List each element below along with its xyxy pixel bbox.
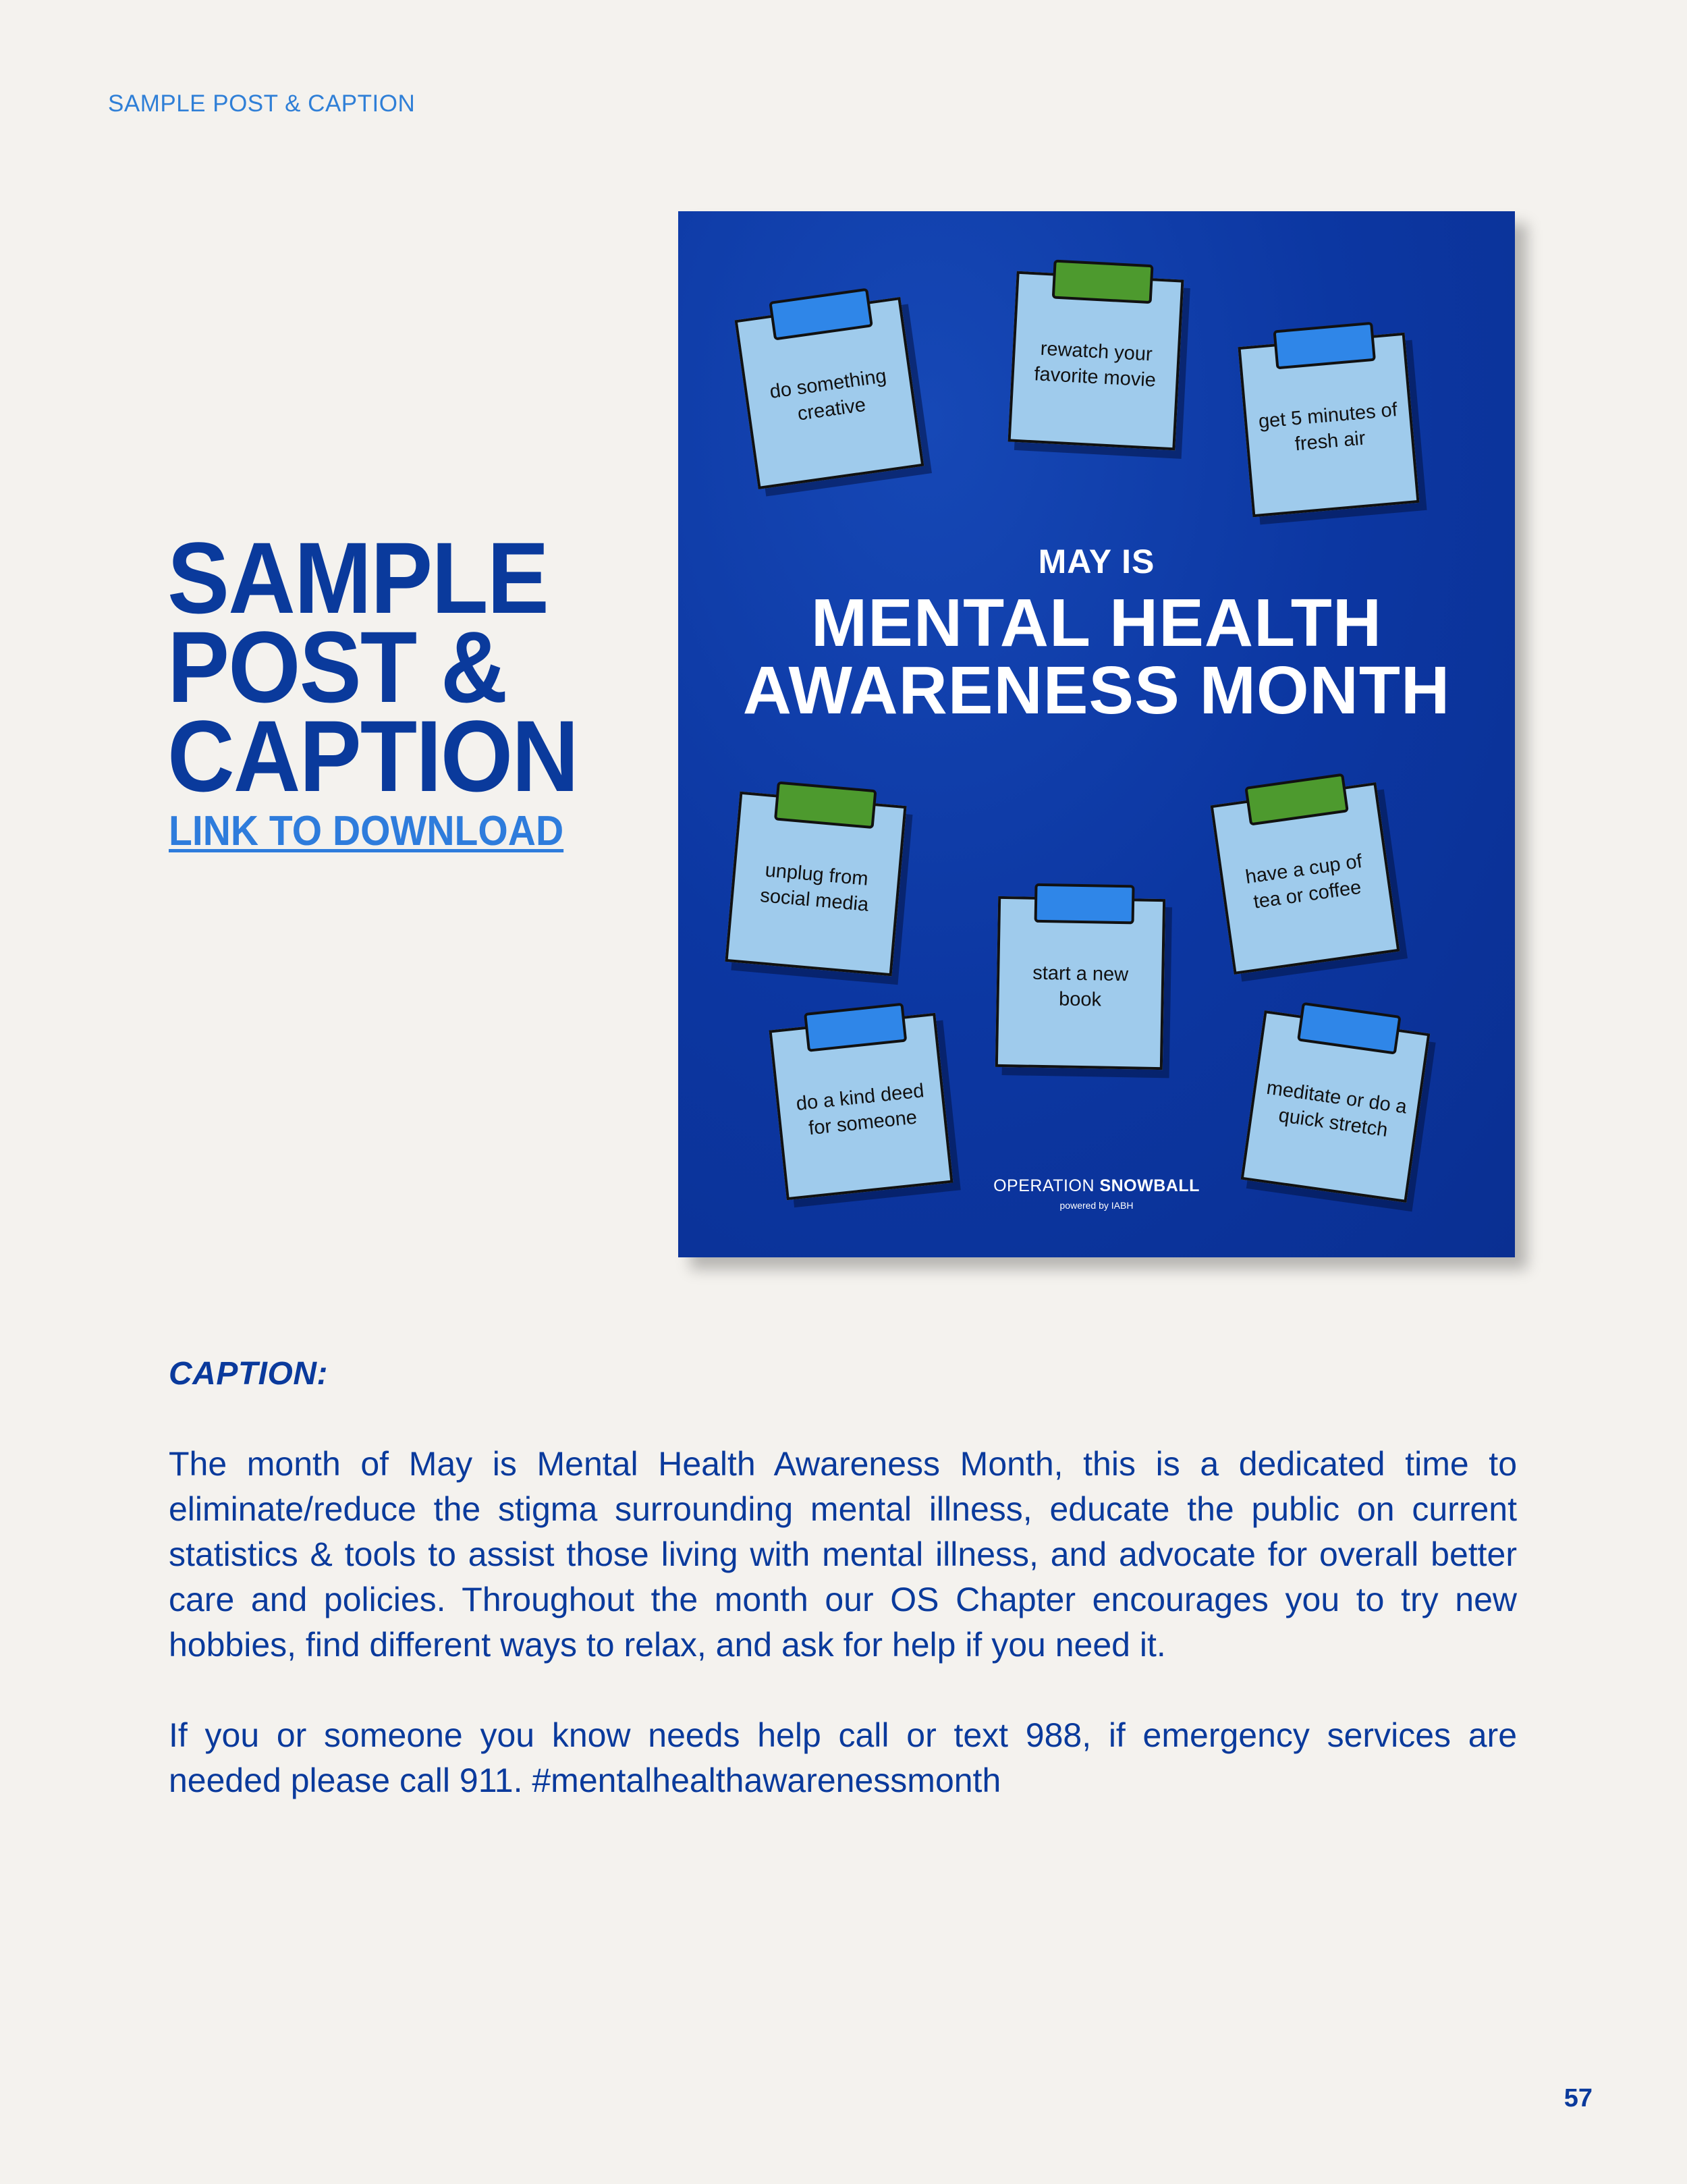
tape-icon	[1052, 260, 1154, 304]
section-label: SAMPLE POST & CAPTION	[108, 90, 416, 117]
download-link[interactable]: LINK TO DOWNLOAD	[169, 808, 564, 854]
tape-icon	[1297, 1002, 1402, 1055]
sticky-note	[735, 297, 924, 489]
page-number: 57	[1564, 2084, 1593, 2112]
note-text: rewatch your favorite movie	[1033, 337, 1157, 391]
tape-icon	[769, 288, 873, 341]
sample-post-image	[678, 211, 1515, 1257]
sticky-note	[1008, 271, 1184, 451]
sticky-note	[1238, 333, 1419, 518]
caption-paragraph: If you or someone you know needs help call or text 988, if emergency services are needed please call 911. #mentalhealthawarenessmonth	[169, 1716, 1517, 1799]
poster-title-line-2: AWARENESS MONTH	[742, 653, 1451, 728]
title-line-2: POST &	[167, 610, 507, 724]
sticky-note	[1211, 782, 1400, 975]
title-line-3: CAPTION	[167, 699, 578, 813]
tape-icon	[1273, 322, 1375, 370]
poster-subtitle: MAY IS	[1038, 543, 1155, 580]
note-text: unplug from social media	[759, 858, 870, 916]
brand-name-bold: SNOWBALL	[1099, 1176, 1200, 1195]
tape-icon	[1034, 883, 1135, 925]
note-text: start a new book	[1032, 962, 1129, 1011]
brand-name-light: OPERATION	[993, 1176, 1100, 1195]
tape-icon	[1244, 773, 1349, 826]
sticky-note	[725, 792, 906, 977]
tape-icon	[774, 781, 877, 829]
poster-title-line-1: MENTAL HEALTH	[810, 585, 1383, 661]
caption-body	[169, 1442, 1517, 1849]
sticky-note	[995, 896, 1165, 1070]
brand-sub: powered by IABH	[1059, 1200, 1134, 1211]
tape-icon	[804, 1003, 907, 1052]
note-text: meditate or do a quick stretch	[1265, 1076, 1408, 1141]
note-text: do something creative	[768, 364, 888, 425]
brand-logo	[678, 1176, 1515, 1211]
page-title	[167, 521, 602, 813]
note-text: get 5 minutes of fresh air	[1257, 398, 1398, 455]
note-text: do a kind deed for someone	[795, 1079, 925, 1139]
note-text: have a cup of tea or coffee	[1244, 850, 1364, 913]
poster-title	[678, 585, 1515, 728]
caption-paragraph: The month of May is Mental Health Awareness Month, this is a dedicated time to eliminate/reduce the stigma surrounding mental illness, educate the public on current statistics & tools to assist those living with mental illness, and advocate for overall better care and policies. Throughout the month our OS Chapter encourages you to try new hobbies, find different ways to relax, and ask for help if you need it.	[169, 1445, 1517, 1664]
sticky-note	[769, 1013, 953, 1201]
caption-heading: CAPTION:	[169, 1356, 328, 1392]
title-line-1: SAMPLE	[167, 521, 549, 634]
sticky-note	[1241, 1010, 1431, 1203]
